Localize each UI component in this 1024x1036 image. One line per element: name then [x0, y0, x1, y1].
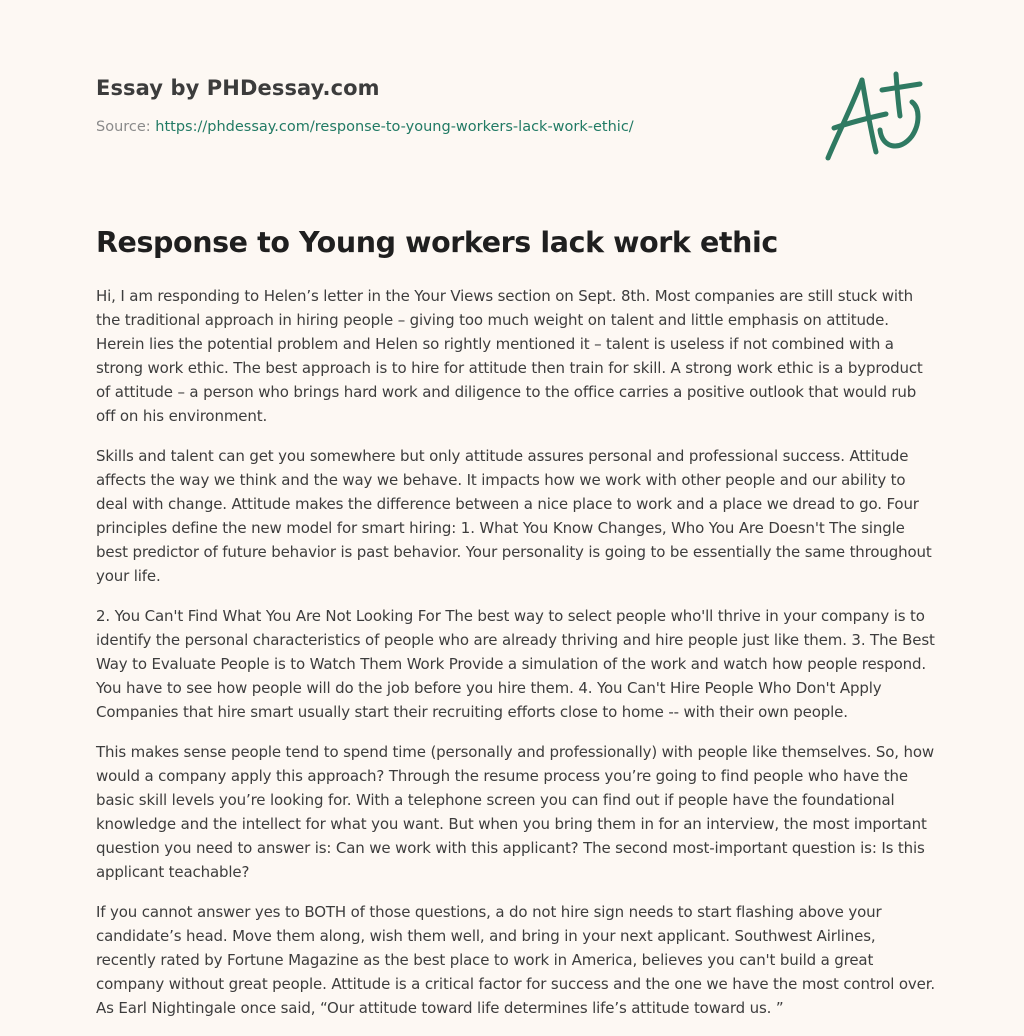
essay-paragraph: Hi, I am responding to Helen’s letter in the Your Views section on Sept. 8th. Most companies are still stuck with the traditional approach in hiring people – giving too much weight on talent and little emphasis on attitude. Herein lies the potential problem and Helen so rightly mentioned it – talent is useless if not combined with a strong work ethic. The best approach is to hire for attitude then train for skill. A strong work ethic is a byproduct of attitude – a person who brings hard work and diligence to the office carries a positive outlook that would rub off on his environment. [96, 287, 923, 425]
source-label: Source: [96, 119, 151, 135]
site-brand: Essay by PHDessay.com [96, 76, 380, 100]
essay-paragraph: If you cannot answer yes to BOTH of those questions, a do not hire sign needs to start flashing above your candidate’s head. Move them along, wish them well, and bring in your next applicant. Southwest Airlines, recently rated by Fortune Magazine as the best place to work in America, believes you can't build a great company without great people. Attitude is a critical factor for success and the one we have the most control over. As Earl Nightingale once said, “Our attitude toward life determines life’s attitude toward us. ” [96, 903, 935, 1017]
essay-paragraph: This makes sense people tend to spend time (personally and professionally) with people like themselves. So, how would a company apply this approach? Through the resume process you’re going to find people who have the basic skill levels you’re looking for. With a telephone screen you can find out if people have the foundational knowledge and the intellect for what you want. But when you bring them in for an interview, the most important question you need to answer is: Can we work with this applicant? The second most-important question is: Is this applicant teachable? [96, 743, 935, 881]
source-link[interactable]: https://phdessay.com/response-to-young-workers-lack-work-ethic/ [155, 119, 634, 135]
essay-header [96, 76, 796, 135]
essay-paragraph: 2. You Can't Find What You Are Not Looking For The best way to select people who'll thrive in your company is to identify the personal characteristics of people who are already thriving and hire people just like them. 3. The Best Way to Evaluate People is to Watch Them Work Provide a simulation of the work and watch how people respond. You have to see how people will do the job before you hire them. 4. You Can't Hire People Who Don't Apply Companies that hire smart usually start their recruiting efforts close to home -- with their own people. [96, 607, 935, 721]
source-line [96, 119, 796, 135]
essay-body [96, 284, 936, 1036]
essay-title: Response to Young workers lack work ethic [96, 226, 778, 259]
a-plus-logo-icon [820, 66, 928, 166]
essay-paragraph: Skills and talent can get you somewhere but only attitude assures personal and professional success. Attitude affects the way we think and the way we behave. It impacts how we work with other people and our ability to deal with change. Attitude makes the difference between a nice place to work and a place we dread to go. Four principles define the new model for smart hiring: 1. What You Know Changes, Who You Are Doesn't The single best predictor of future behavior is past behavior. Your personality is going to be essentially the same throughout your life. [96, 447, 932, 585]
